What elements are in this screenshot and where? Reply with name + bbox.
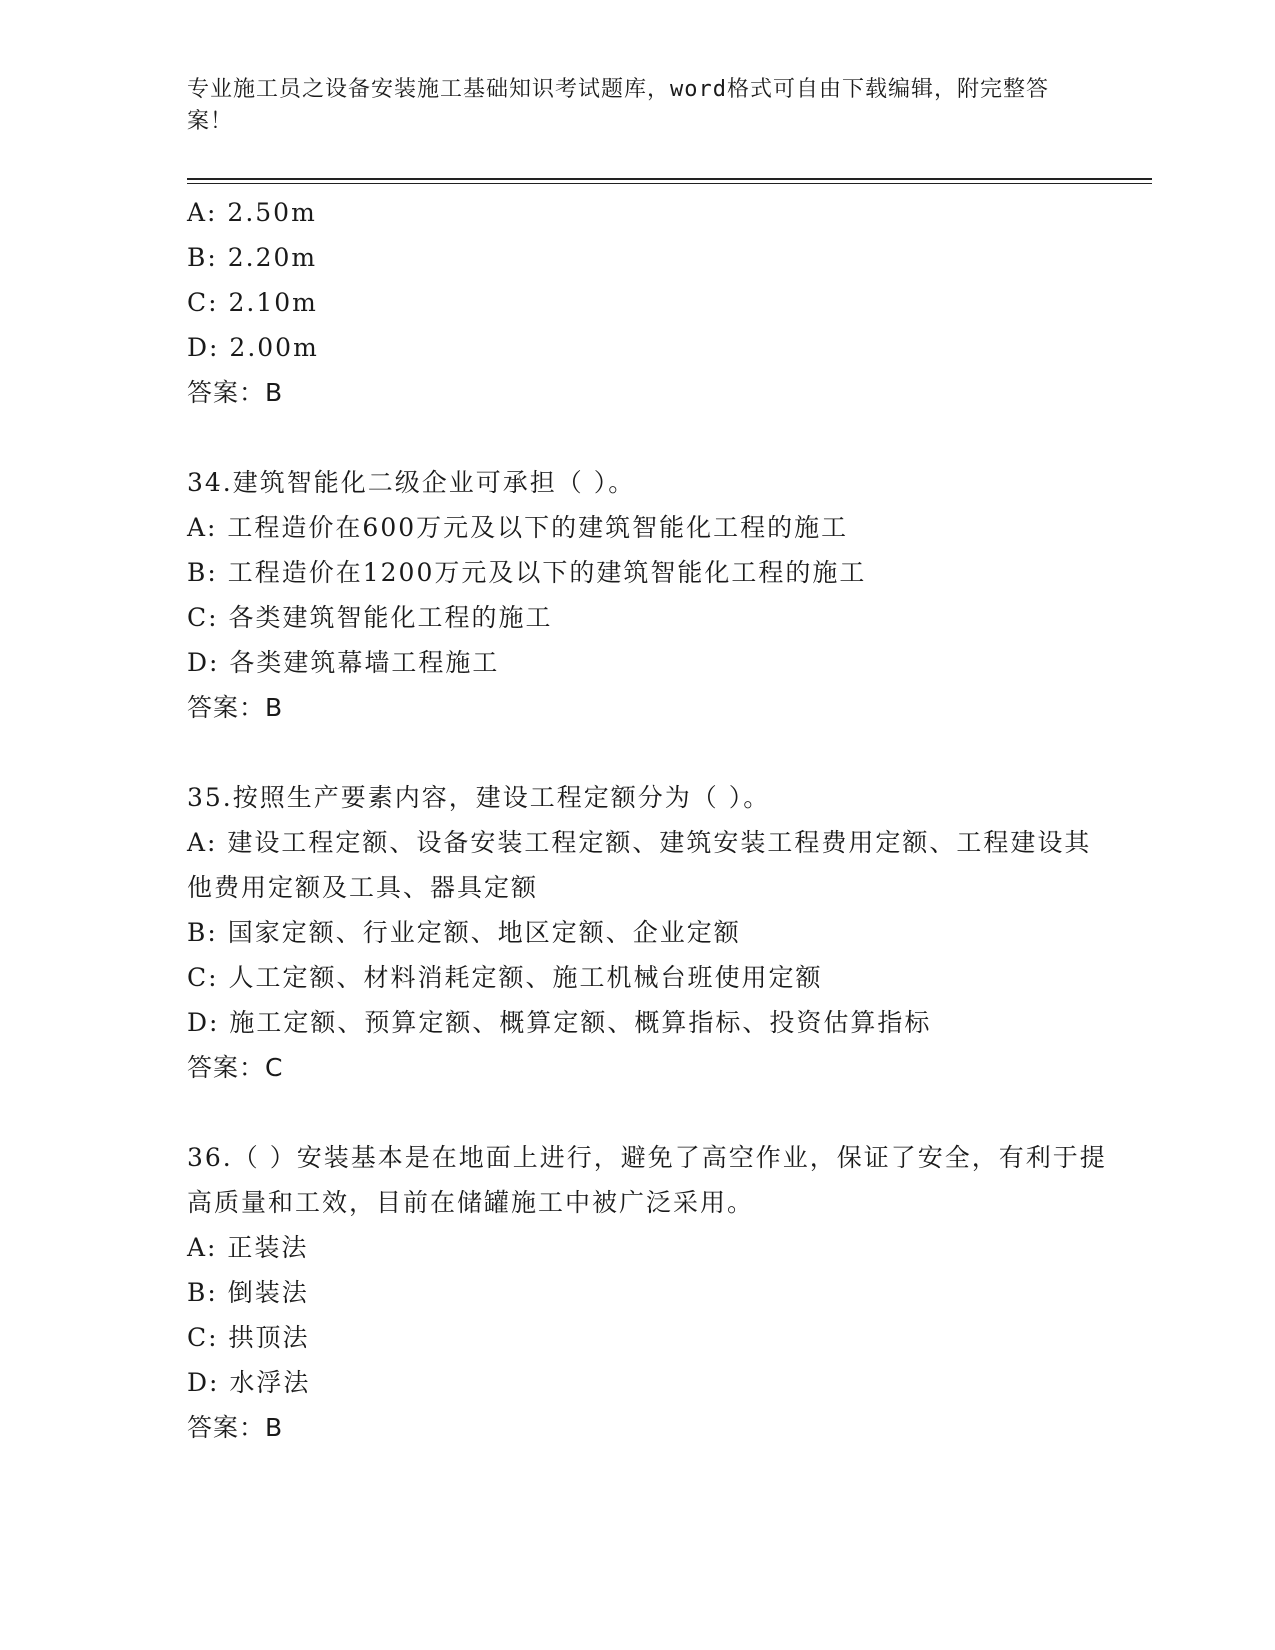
option-d: D: 施工定额、预算定额、概算定额、概算指标、投资估算指标 bbox=[187, 1008, 932, 1037]
question-block-36 bbox=[187, 1135, 1107, 1450]
answer-line: 答案：B bbox=[187, 378, 284, 407]
answer-line: 答案：C bbox=[187, 1053, 284, 1082]
header-rule-thin bbox=[187, 183, 1152, 184]
answer-line: 答案：B bbox=[187, 1413, 284, 1442]
option-b: B: 国家定额、行业定额、地区定额、企业定额 bbox=[187, 918, 741, 947]
option-a: A: 工程造价在600万元及以下的建筑智能化工程的施工 bbox=[187, 513, 849, 542]
option-b: B: 2.20m bbox=[187, 243, 318, 272]
question-stem: 34.建筑智能化二级企业可承担（ ）。 bbox=[187, 468, 636, 497]
question-block-34 bbox=[187, 460, 1107, 730]
option-b: B: 倒装法 bbox=[187, 1278, 309, 1307]
exam-content bbox=[187, 190, 1107, 1450]
option-d: D: 2.00m bbox=[187, 333, 319, 362]
option-a: A: 正装法 bbox=[187, 1233, 309, 1262]
header-rule bbox=[187, 178, 1152, 180]
option-a: A: 2.50m bbox=[187, 198, 317, 227]
option-a: A: 建设工程定额、设备安装工程定额、建筑安装工程费用定额、工程建设其他费用定额及工具、器具定额 bbox=[187, 828, 1092, 902]
option-c: C: 人工定额、材料消耗定额、施工机械台班使用定额 bbox=[187, 963, 823, 992]
option-b: B: 工程造价在1200万元及以下的建筑智能化工程的施工 bbox=[187, 558, 867, 587]
option-d: D: 水浮法 bbox=[187, 1368, 311, 1397]
question-block-35 bbox=[187, 775, 1107, 1090]
question-stem: 35.按照生产要素内容，建设工程定额分为（ ）。 bbox=[187, 783, 771, 812]
option-d: D: 各类建筑幕墙工程施工 bbox=[187, 648, 500, 677]
option-c: C: 2.10m bbox=[187, 288, 318, 317]
answer-line: 答案：B bbox=[187, 693, 284, 722]
question-block-33 bbox=[187, 190, 1107, 415]
page-header: 专业施工员之设备安装施工基础知识考试题库，word格式可自由下载编辑，附完整答案！ bbox=[187, 77, 1049, 134]
option-c: C: 拱顶法 bbox=[187, 1323, 310, 1352]
question-stem: 36.（ ）安装基本是在地面上进行，避免了高空作业，保证了安全，有利于提高质量和工效，目前在储罐施工中被广泛采用。 bbox=[187, 1143, 1107, 1217]
option-c: C: 各类建筑智能化工程的施工 bbox=[187, 603, 553, 632]
